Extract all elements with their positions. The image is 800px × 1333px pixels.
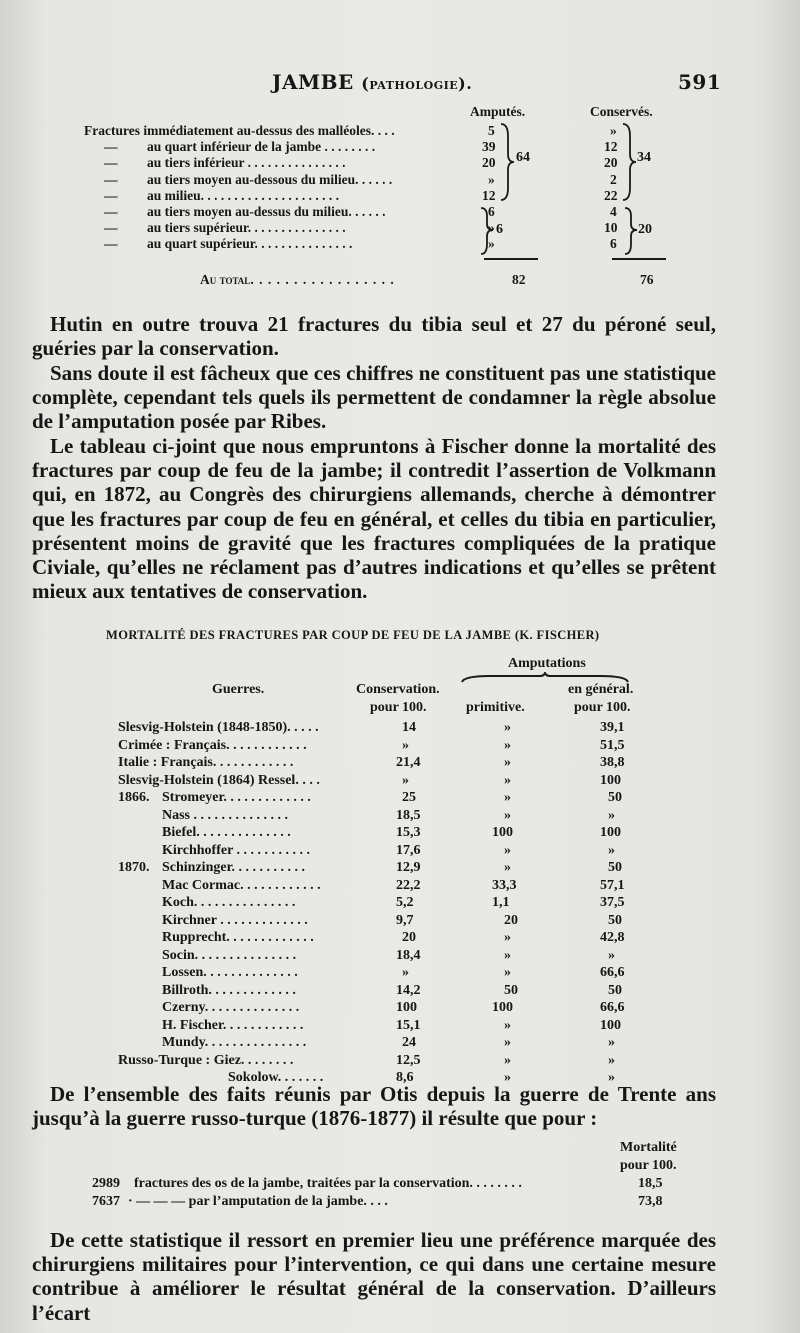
table2-row-primitive: 20 <box>504 912 518 928</box>
running-header <box>272 70 472 94</box>
table1-row-cons: 20 <box>604 155 618 171</box>
table1-total-dots: . . . . . . . . . . . . . . . . . <box>250 272 395 287</box>
table2-row-general: 57,1 <box>600 877 625 893</box>
paragraph-hutin-text: Hutin en outre trouva 21 fractures du tibia seul et 27 du péroné seul, guéries par la conservation. <box>32 312 716 361</box>
table2-row-name: Rupprecht. . . . . . . . . . . . . <box>162 930 314 945</box>
table2-row-conservation: » <box>402 737 409 753</box>
table1-row-amp: » <box>488 220 495 236</box>
table2-row-name: Stromeyer. . . . . . . . . . . . . <box>162 790 311 805</box>
table2-row-conservation: 25 <box>402 790 416 805</box>
table2-row-conservation: 100 <box>396 1000 417 1015</box>
table1-row-amp: » <box>488 171 495 187</box>
table1-row-label: au tiers moyen au-dessous du milieu. . . . . . <box>147 171 393 187</box>
table2-row-name: Mac Cormac. . . . . . . . . . . . <box>162 877 321 893</box>
table2-row-primitive: » <box>504 1052 511 1068</box>
table1-row-dash: — <box>104 139 118 155</box>
table1-row-amp: 20 <box>482 155 496 171</box>
table2-row-general: 39,1 <box>600 720 625 735</box>
paragraph-conclusion-text: De cette statistique il ressort en premier lieu une préférence marquée des chirurgiens militaires pour l’intervention, ce qui dans une certaine mesure contribue à améliorer le résultat général de la conservation. D’ailleurs l’écart <box>32 1228 716 1325</box>
table1-row-amp: 12 <box>482 187 496 203</box>
header-subtitle: (pathologie). <box>361 74 473 93</box>
table2-row-general: » <box>608 1035 615 1050</box>
table1-row-label: au milieu. . . . . . . . . . . . . . . . . . . . . <box>147 187 340 203</box>
table3-row-value: 73,8 <box>638 1194 663 1209</box>
paragraph-conclusion <box>32 1228 716 1325</box>
table2-row-name: Slesvig-Holstein (1864) Ressel. . . . <box>118 772 320 788</box>
table1-group2-amp: 6 <box>496 222 503 237</box>
table2-row-general: » <box>608 947 615 963</box>
table1-row-label: au tiers moyen au-dessus du milieu. . . . . . <box>147 204 386 219</box>
table2-row-conservation: 14 <box>402 720 416 735</box>
table1-total-label: Au total <box>200 272 251 287</box>
table2-row-conservation: 17,6 <box>396 842 421 858</box>
table2-row-general: 100 <box>600 825 621 840</box>
table1-row-dash: — <box>104 171 118 187</box>
table1-row-amp: 39 <box>482 139 496 155</box>
header-title: JAMBE <box>272 70 354 94</box>
table2-row-primitive: » <box>504 772 511 788</box>
table1-row-cons: 10 <box>604 220 618 236</box>
table2-row-general: 100 <box>600 1017 621 1033</box>
table2-row-conservation: 21,4 <box>396 755 421 770</box>
table2-row-conservation: 14,2 <box>396 982 421 998</box>
table1-col-amputes: Amputés. <box>470 104 526 119</box>
table2-row-primitive: » <box>504 1035 511 1050</box>
table2-row-primitive: » <box>504 1070 511 1085</box>
paragraph-statistique <box>32 361 716 434</box>
table2-row-name: Slesvig-Holstein (1848-1850). . . . . <box>118 720 319 735</box>
table2-row-conservation: » <box>402 965 409 980</box>
table2-row-name: Mundy. . . . . . . . . . . . . . . <box>162 1035 307 1050</box>
table2-row-primitive: 33,3 <box>492 877 517 893</box>
brace-group1-amp <box>498 122 518 202</box>
table3-row-count: 7637 <box>92 1194 120 1209</box>
table1-col-conserves: Conservés. <box>590 104 653 119</box>
table2-row-general: 66,6 <box>600 965 625 980</box>
table1-row-cons: » <box>610 123 617 138</box>
table2-row-primitive: 100 <box>492 825 513 840</box>
table1-total-amp: 82 <box>512 272 526 287</box>
paragraph-statistique-text: Sans doute il est fâcheux que ces chiffres ne constituent pas une statistique complète, cependant tels quels ils permettent de condamner la règle absolue de l’amputation posée par Ribes. <box>32 361 716 434</box>
table2-row-general: 66,6 <box>600 1000 625 1015</box>
table1-rule-cons <box>612 258 666 260</box>
table2-row-conservation: 18,5 <box>396 807 421 823</box>
table1-group1-cons: 34 <box>637 150 651 165</box>
table3-row-text: · — — — par l’amputation de la jambe. . . . <box>128 1194 388 1209</box>
table2-row-primitive: » <box>504 930 511 945</box>
table2-row-name: H. Fischer. . . . . . . . . . . . <box>162 1017 304 1033</box>
table2-row-general: 37,5 <box>600 895 625 910</box>
table2-row-general: » <box>608 1070 615 1085</box>
paragraph-fischer <box>32 434 716 603</box>
table2-row-name: Schinzinger. . . . . . . . . . . <box>162 860 305 875</box>
table1-row-cons: 2 <box>610 171 617 187</box>
table2-row-general: 50 <box>608 860 622 875</box>
table1-row-amp: 6 <box>488 204 495 219</box>
table2-row-general: » <box>608 1052 615 1068</box>
table2-row-conservation: 8,6 <box>396 1070 414 1085</box>
table2-row-general: 42,8 <box>600 930 625 945</box>
table1-row-cons: 4 <box>610 204 617 219</box>
table2-row-name: Kirchner . . . . . . . . . . . . . <box>162 912 308 928</box>
table1-row-dash: — <box>104 155 118 171</box>
table2-row-conservation: 20 <box>402 930 416 945</box>
page-number: 591 <box>678 70 722 94</box>
table1-row-cons: 6 <box>610 236 617 252</box>
table2-row-name: Socin. . . . . . . . . . . . . . . <box>162 947 297 963</box>
table2-row-name: Biefel. . . . . . . . . . . . . . <box>162 825 291 840</box>
table3-row-count: 2989 <box>92 1176 120 1191</box>
table2-row-name: Crimée : Français. . . . . . . . . . . . <box>118 737 307 753</box>
table2-row-name: Nass . . . . . . . . . . . . . . <box>162 807 289 823</box>
table2-row-primitive: » <box>504 947 511 963</box>
table2-row-primitive: » <box>504 755 511 770</box>
table2-row-general: » <box>608 842 615 858</box>
table2-row-primitive: » <box>504 807 511 823</box>
table2-row-conservation: 9,7 <box>396 912 414 928</box>
paragraph-otis <box>32 1082 716 1130</box>
table2-row-primitive: » <box>504 965 511 980</box>
table2-row-general: 50 <box>608 912 622 928</box>
table1-total-row <box>200 272 395 288</box>
table2-row-year: 1866. <box>118 790 150 805</box>
table2-row-conservation: 12,9 <box>396 860 421 875</box>
table2-title: MORTALITÉ DES FRACTURES PAR COUP DE FEU DE LA JAMBE (K. FISCHER) <box>106 628 600 642</box>
table2-row-primitive: 100 <box>492 1000 513 1015</box>
table2-col-guerres: Guerres. <box>212 682 265 697</box>
table2-row-conservation: 15,1 <box>396 1017 421 1033</box>
table2-row-name: Czerny. . . . . . . . . . . . . . <box>162 1000 300 1015</box>
table3-col-mortalite: Mortalité <box>620 1140 677 1155</box>
table2-row-name: Italie : Français. . . . . . . . . . . . <box>118 755 294 770</box>
brace-group2-amp <box>478 206 498 256</box>
table1-row-dash: — <box>104 187 118 203</box>
table2-row-conservation: 12,5 <box>396 1052 421 1068</box>
table2-col-conservation-sub: pour 100. <box>370 700 427 715</box>
table1-total-cons: 76 <box>640 272 654 287</box>
table2-row-primitive: 50 <box>504 982 518 998</box>
table2-row-primitive: 1,1 <box>492 895 510 910</box>
table2-row-name: Sokolow. . . . . . . <box>228 1070 324 1085</box>
paragraph-fischer-text: Le tableau ci-joint que nous empruntons à Fischer donne la mortalité des fractures par coup de feu de la jambe; il contredit l’assertion de Volkmann qui, en 1872, au Congrès des chirurgiens allemands, cherche à démontrer que les fractures par coup de feu en général, et celles du tibia en particulier, présentent moins de gravité que les fractures compliquées de la pratique Civiale, qu’elles ne réclament pas d’autres indications et qu’elles se prêtent mieux aux tentatives de conservation. <box>32 434 716 604</box>
table2-row-general: 100 <box>600 772 621 788</box>
table2-row-primitive: » <box>504 1017 511 1033</box>
table1-rule-amp <box>484 258 538 260</box>
table2-row-general: 50 <box>608 982 622 998</box>
table1-row-cons: 12 <box>604 139 618 155</box>
table2-col-conservation: Conservation. <box>356 682 440 697</box>
table2-col-general: en général. <box>568 682 634 697</box>
table2-row-general: 50 <box>608 790 622 805</box>
table1-row-label: au tiers supérieur. . . . . . . . . . . . . . . <box>147 220 346 236</box>
table2-row-primitive: » <box>504 737 511 753</box>
table1-row-label: au quart inférieur de la jambe . . . . . . . . <box>147 139 376 155</box>
table2-row-general: 38,8 <box>600 755 625 770</box>
table2-row-primitive: » <box>504 860 511 875</box>
table1-row-label: Fractures immédiatement au-dessus des malléoles. . . . <box>84 123 395 138</box>
table2-row-general: » <box>608 807 615 823</box>
table2-row-primitive: » <box>504 720 511 735</box>
table1-row-label: au quart supérieur. . . . . . . . . . . . . . . <box>147 236 353 252</box>
table3-col-pour100: pour 100. <box>620 1158 677 1173</box>
table1-row-dash: — <box>104 236 118 252</box>
table2-row-name: Billroth. . . . . . . . . . . . . <box>162 982 296 998</box>
table2-row-year: 1870. <box>118 860 150 875</box>
table2-row-name: Russo-Turque : Giez. . . . . . . . <box>118 1052 294 1068</box>
table2-row-conservation: 5,2 <box>396 895 414 910</box>
table2-col-primitive: primitive. <box>466 700 525 715</box>
table2-col-general-sub: pour 100. <box>574 700 631 715</box>
brace-group2-cons <box>622 206 642 256</box>
table2-row-conservation: 18,4 <box>396 947 421 963</box>
table2-col-amputations: Amputations <box>508 656 586 671</box>
table2-row-primitive: » <box>504 842 511 858</box>
table1-row-cons: 22 <box>604 187 618 203</box>
table2-row-conservation: 24 <box>402 1035 416 1050</box>
paragraph-otis-text: De l’ensemble des faits réunis par Otis depuis la guerre de Trente ans jusqu’à la guerre russo-turque (1876-1877) il résulte que pour : <box>32 1082 716 1131</box>
table1-row-dash: — <box>104 204 118 219</box>
paragraph-hutin <box>32 312 716 360</box>
table1-group2-cons: 20 <box>638 222 652 237</box>
brace-group1-cons <box>620 122 640 202</box>
table1-row-dash: — <box>104 220 118 236</box>
table2-row-name: Lossen. . . . . . . . . . . . . . <box>162 965 298 980</box>
table2-row-name: Koch. . . . . . . . . . . . . . . <box>162 895 296 910</box>
table2-row-conservation: 22,2 <box>396 877 421 893</box>
table1-row-label: au tiers inférieur . . . . . . . . . . . . . . . <box>147 155 346 171</box>
table1-group1-amp: 64 <box>516 150 530 165</box>
table3-row-text: fractures des os de la jambe, traitées par la conservation. . . . . . . . <box>134 1176 522 1191</box>
table2-row-general: 51,5 <box>600 737 625 753</box>
table3-row-value: 18,5 <box>638 1176 663 1191</box>
table2-row-name: Kirchhoffer . . . . . . . . . . . <box>162 842 311 858</box>
table2-row-conservation: » <box>402 772 409 788</box>
table2-row-conservation: 15,3 <box>396 825 421 840</box>
table1-row-amp: » <box>488 236 495 252</box>
table1-row-amp: 5 <box>488 123 495 138</box>
table2-row-primitive: » <box>504 790 511 805</box>
